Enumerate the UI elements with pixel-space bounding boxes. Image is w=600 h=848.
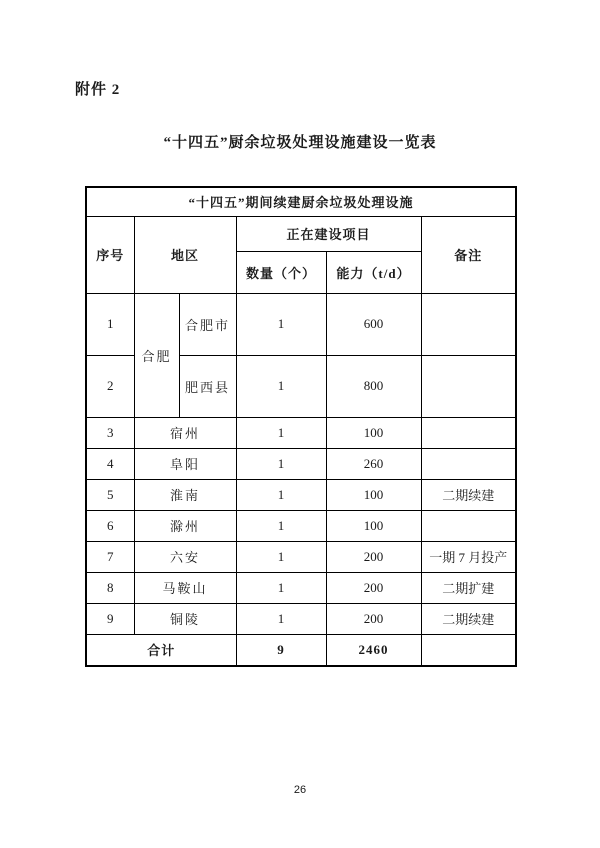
cell-index: 5 bbox=[86, 479, 134, 510]
cell-region-group: 合肥 bbox=[134, 293, 179, 417]
cell-capacity: 100 bbox=[326, 510, 421, 541]
cell-index: 3 bbox=[86, 417, 134, 448]
table-row bbox=[86, 603, 516, 634]
cell-remarks: 二期扩建 bbox=[421, 572, 516, 603]
cell-remarks bbox=[421, 417, 516, 448]
cell-index: 2 bbox=[86, 355, 134, 417]
document-title: “十四五”厨余垃圾处理设施建设一览表 bbox=[163, 135, 437, 151]
table-header-row-1 bbox=[86, 216, 516, 251]
page-number: 26 bbox=[293, 784, 307, 796]
cell-quantity: 1 bbox=[236, 572, 326, 603]
cell-region: 淮南 bbox=[134, 479, 236, 510]
cell-capacity: 200 bbox=[326, 572, 421, 603]
cell-remarks: 一期 7 月投产 bbox=[421, 541, 516, 572]
cell-remarks: 二期续建 bbox=[421, 479, 516, 510]
cell-index: 8 bbox=[86, 572, 134, 603]
construction-facilities-table bbox=[85, 186, 517, 667]
header-capacity: 能力（t/d） bbox=[326, 251, 421, 293]
cell-quantity: 1 bbox=[236, 603, 326, 634]
cell-index: 9 bbox=[86, 603, 134, 634]
header-projects-group: 正在建设项目 bbox=[236, 216, 421, 251]
cell-quantity: 1 bbox=[236, 479, 326, 510]
cell-region: 马鞍山 bbox=[134, 572, 236, 603]
header-remarks: 备注 bbox=[421, 216, 516, 293]
cell-region: 宿州 bbox=[134, 417, 236, 448]
table-row bbox=[86, 479, 516, 510]
cell-region: 阜阳 bbox=[134, 448, 236, 479]
cell-quantity: 1 bbox=[236, 417, 326, 448]
cell-remarks bbox=[421, 448, 516, 479]
cell-capacity: 100 bbox=[326, 417, 421, 448]
cell-remarks bbox=[421, 355, 516, 417]
cell-remarks bbox=[421, 293, 516, 355]
cell-remarks bbox=[421, 510, 516, 541]
cell-index: 4 bbox=[86, 448, 134, 479]
cell-region: 滁州 bbox=[134, 510, 236, 541]
table-caption: “十四五”期间续建厨余垃圾处理设施 bbox=[86, 187, 516, 216]
total-capacity: 2460 bbox=[326, 634, 421, 666]
attachment-label: 附件 2 bbox=[75, 82, 121, 98]
cell-capacity: 200 bbox=[326, 541, 421, 572]
table-row bbox=[86, 417, 516, 448]
table-row bbox=[86, 293, 516, 355]
header-index: 序号 bbox=[86, 216, 134, 293]
total-label: 合计 bbox=[86, 634, 236, 666]
cell-quantity: 1 bbox=[236, 510, 326, 541]
cell-region: 铜陵 bbox=[134, 603, 236, 634]
table-caption-row bbox=[86, 187, 516, 216]
header-quantity: 数量（个） bbox=[236, 251, 326, 293]
total-quantity: 9 bbox=[236, 634, 326, 666]
table-row bbox=[86, 541, 516, 572]
cell-capacity: 200 bbox=[326, 603, 421, 634]
header-region: 地区 bbox=[134, 216, 236, 293]
cell-capacity: 800 bbox=[326, 355, 421, 417]
table-total-row bbox=[86, 634, 516, 666]
cell-remarks: 二期续建 bbox=[421, 603, 516, 634]
table-row bbox=[86, 510, 516, 541]
cell-quantity: 1 bbox=[236, 293, 326, 355]
cell-capacity: 100 bbox=[326, 479, 421, 510]
cell-quantity: 1 bbox=[236, 355, 326, 417]
cell-index: 7 bbox=[86, 541, 134, 572]
table-row bbox=[86, 572, 516, 603]
cell-region: 六安 bbox=[134, 541, 236, 572]
cell-quantity: 1 bbox=[236, 541, 326, 572]
cell-region: 合肥市 bbox=[179, 293, 236, 355]
cell-capacity: 260 bbox=[326, 448, 421, 479]
total-remarks bbox=[421, 634, 516, 666]
cell-region: 肥西县 bbox=[179, 355, 236, 417]
cell-capacity: 600 bbox=[326, 293, 421, 355]
cell-index: 6 bbox=[86, 510, 134, 541]
cell-quantity: 1 bbox=[236, 448, 326, 479]
cell-index: 1 bbox=[86, 293, 134, 355]
table-row bbox=[86, 448, 516, 479]
